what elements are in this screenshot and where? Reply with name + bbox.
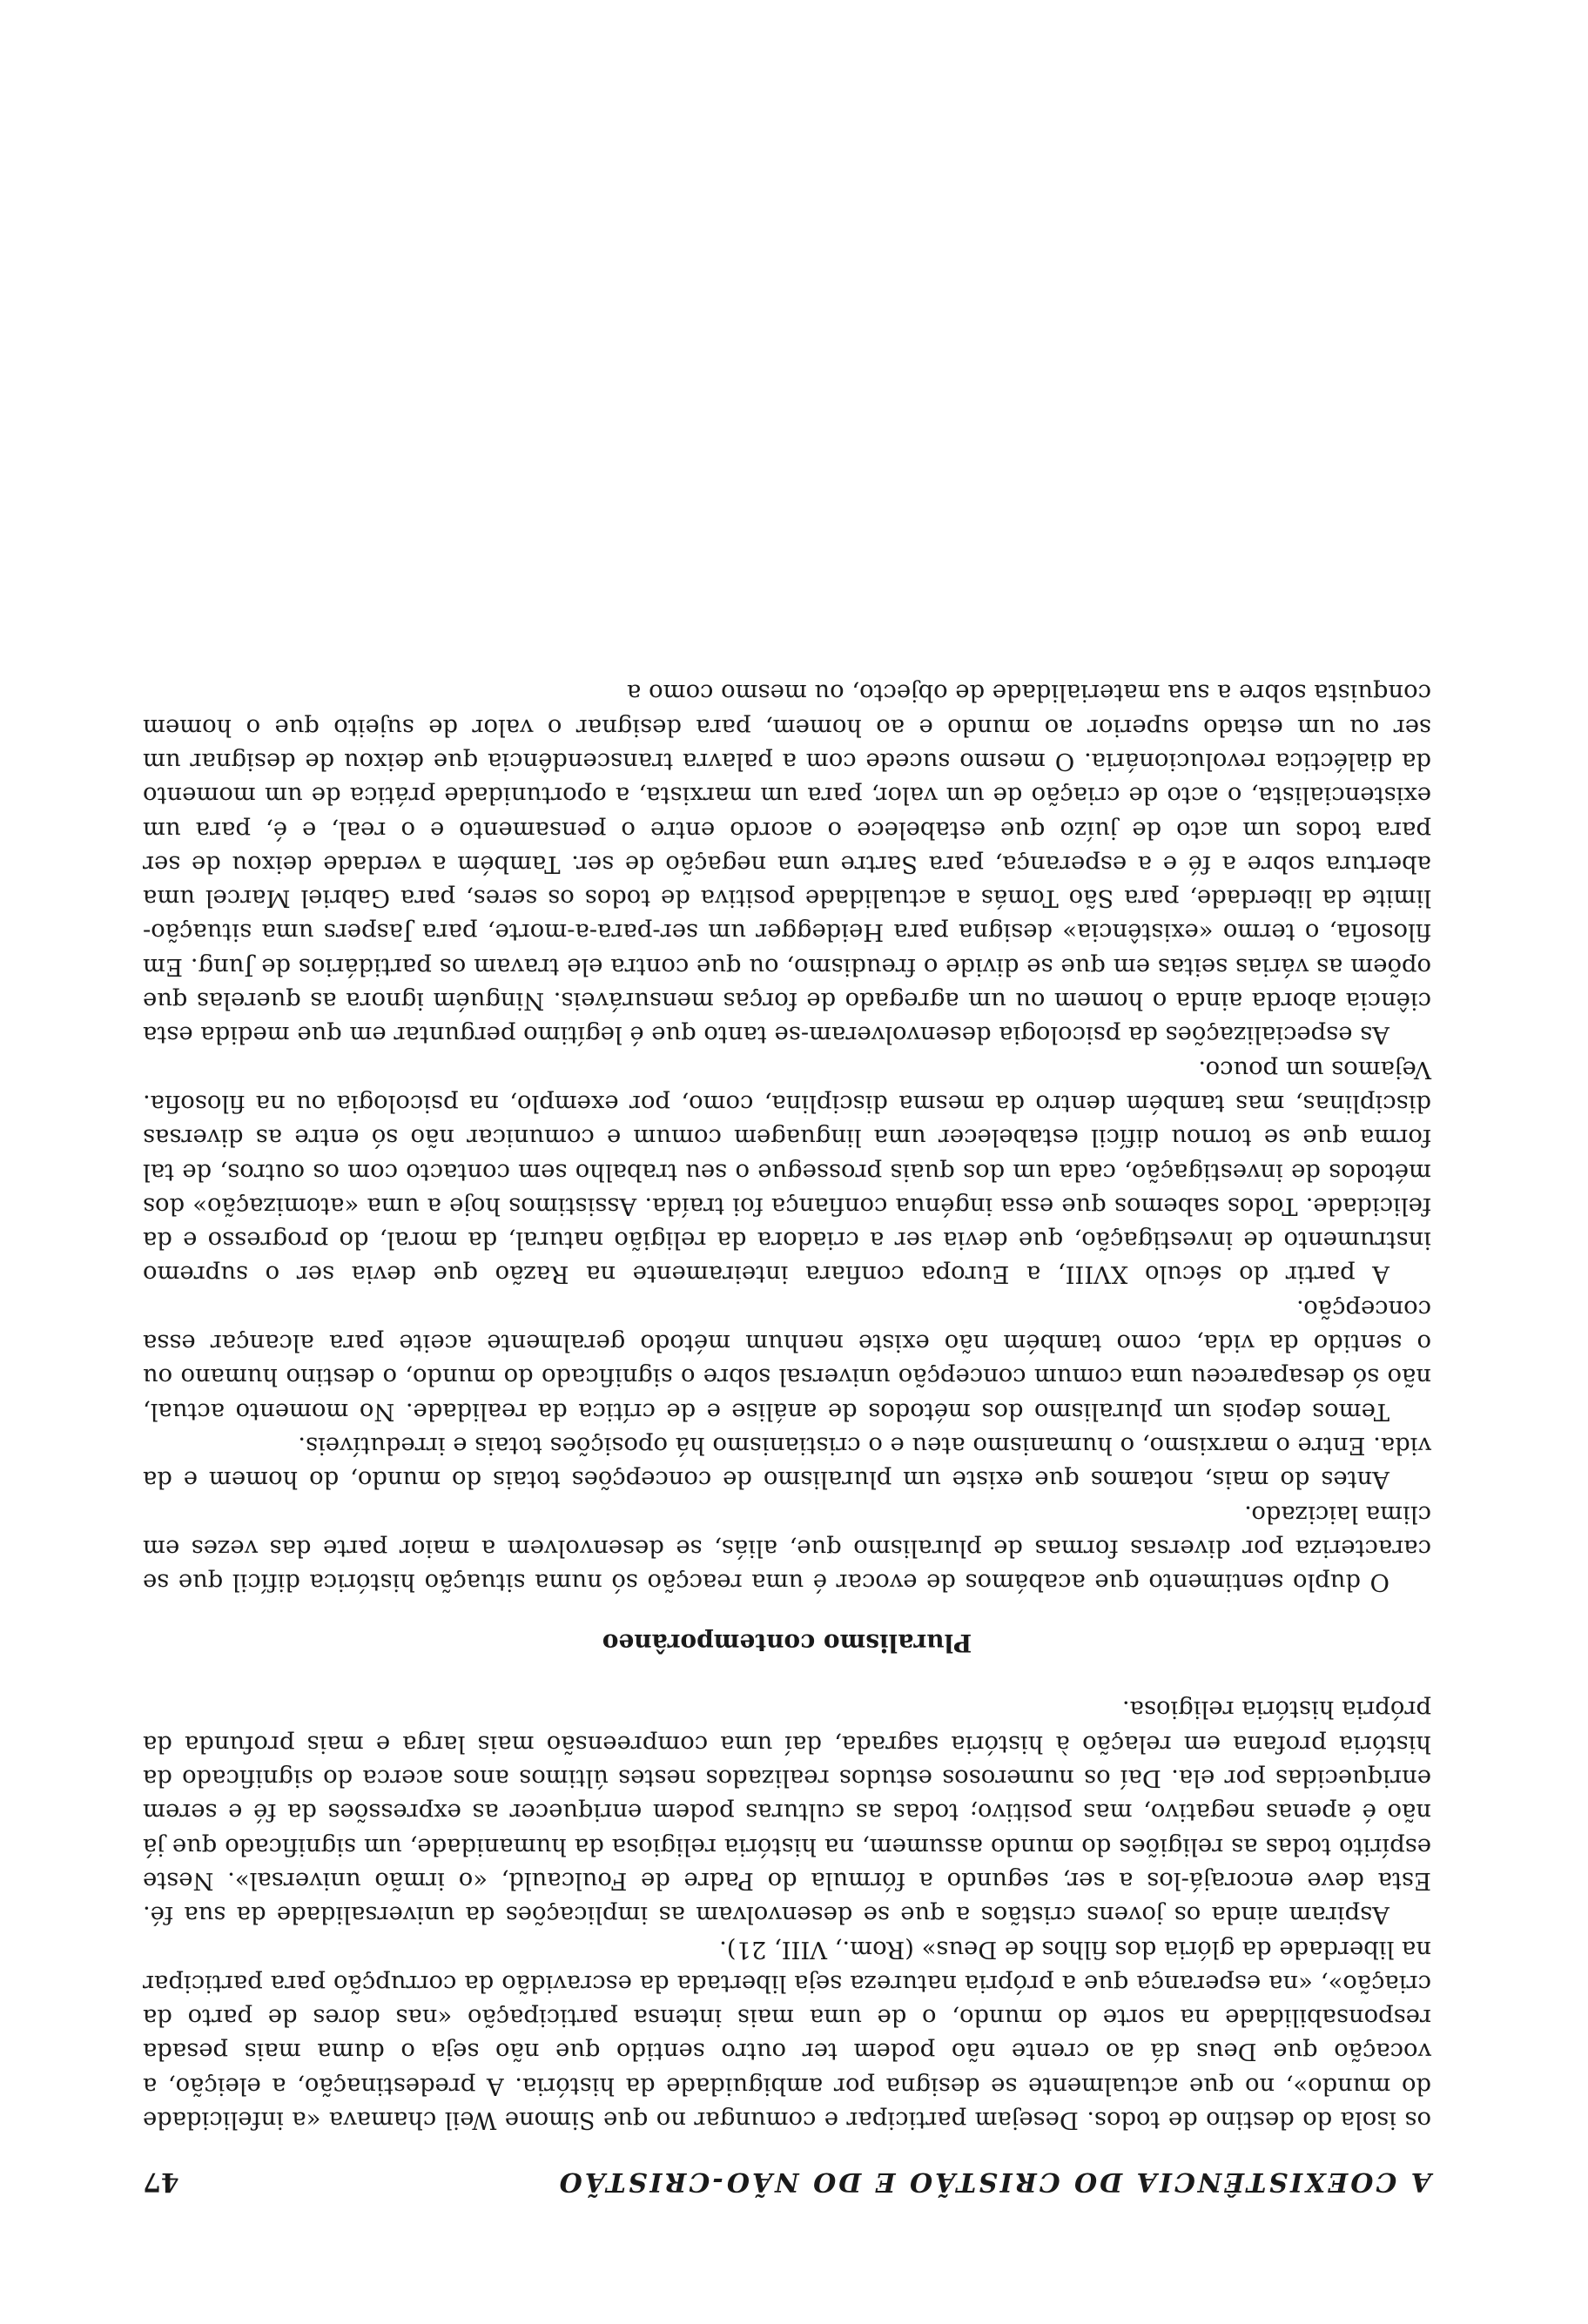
section-paragraph-4: A partir do século XVIII, a Europa confiara inteiramente na Razão que devia ser o supremo instrumento de investigação, que devia ser a criadora da religião natural, da moral, do progresso e da felicidade. Todos sabemos que essa ingénua confiança foi traída. Assistimos hoje a uma «atomização» dos métodos de investigação, cada um dos quais prossegue o seu trabalho sem contacto com os outros, de tal forma que se tornou difícil estabelecer uma linguagem comum e comunicar não só entre as diversas disciplinas, mas também dentro da mesma disciplina, como, por exemplo, na psicologia ou na filosofia. Vejamos um pouco. bbox=[143, 1055, 1431, 1288]
running-title: A COEXISTÊNCIA DO CRISTÃO E DO NÃO-CRISTÃO bbox=[556, 2166, 1431, 2197]
running-head bbox=[143, 2166, 1431, 2197]
section-heading: Pluralismo contemporâneo bbox=[602, 1629, 972, 1658]
paragraph-2: Aspiram ainda os jovens cristãos a que se desenvolvam as implicações da universalidade da sua fé. Esta deve encorajá-los a ser, segundo a fórmula do Padre de Foulcauld, «o irmão universal». Neste espírito todas as religiões do mundo assumem, na história religiosa da humanidade, um significado que já não é apenas negativo, mas positivo; todas as culturas podem enriquecer as expressões da fé e serem enriquecidas por ela. Daí os numerosos estudos realizados nestes últimos anos acerca do significado da história profana em relação à história sagrada, daí uma compreensão mais larga e mais profunda da própria história religiosa. bbox=[143, 1696, 1431, 1929]
section-paragraph-1: O duplo sentimento que acabámos de evocar é uma reacção só numa situação histórica difícil que se caracteriza por diversas formas de pluralismo que, aliás, se desenvolvem a maior parte das vezes em clima laicizado. bbox=[143, 1500, 1431, 1596]
section-paragraph-3: Temos depois um pluralismo dos métodos de análise e de crítica da realidade. No momento actual, não só desapareceu uma comum concepção universal sobre o significado do mundo, o destino humano ou o sentido da vida, como também não existe nenhum método geralmente aceite para alcançar essa concepção. bbox=[143, 1294, 1431, 1425]
paragraph-1: os isola do destino de todos. Desejam participar e comungar no que Simone Weil chamava «a infelicidade do mundo», no que actualmente se designa por ambiguidade da história. A predestinação, a eleição, a vocação que Deus dá ao crente não podem ter outro sentido que não seja o duma mais pesada responsabilidade na sorte do mundo, o de uma mais intensa participação «nas dores de parto da criação», «na esperança que a própria natureza seja libertada da escravidão da corrupção para participar na liberdade da glória dos filhos de Deus» (Rom., VIII, 21). bbox=[143, 1935, 1431, 2133]
page-content bbox=[143, 675, 1431, 2197]
page-number: 47 bbox=[143, 2166, 179, 2197]
section-paragraph-2: Antes do mais, notamos que existe um pluralismo de concepções totais do mundo, do homem e da vida. Entre o marxismo, o humanismo ateu e o cristianismo há oposições totais e irredutíveis. bbox=[143, 1431, 1431, 1494]
section-paragraph-5: As especializações da psicologia desenvolveram-se tanto que é legítimo perguntar em que medida esta ciência aborda ainda o homem ou um agregado de forças mensuráveis. Ninguém ignora as querelas que opõem as várias seitas em que se divide o freudismo, ou que contra ele travam os partidários de Jung. Em filosofia, o termo «existência» designa para Heidegger um ser-para-a-morte, para Jaspers uma situação-limite da liberdade, para São Tomás a actualidade positiva de todos os seres, para Gabriel Marcel uma abertura sobre a fé e a esperança, para Sartre uma negação de ser. Também a verdade deixou de ser para todos um acto de juízo que estabelece o acordo entre o pensamento e o real, e é, para um existencialista, o acto de criação de um valor, para um marxista, a oportunidade prática de um momento da dialéctica revolucionária. O mesmo sucede com a palavra transcendência que deixou de designar um ser ou um estado superior ao mundo e ao homem, para designar o valor de sujeito que o homem conquista sobre a sua materialidade de objecto, ou mesmo como a bbox=[143, 679, 1431, 1049]
